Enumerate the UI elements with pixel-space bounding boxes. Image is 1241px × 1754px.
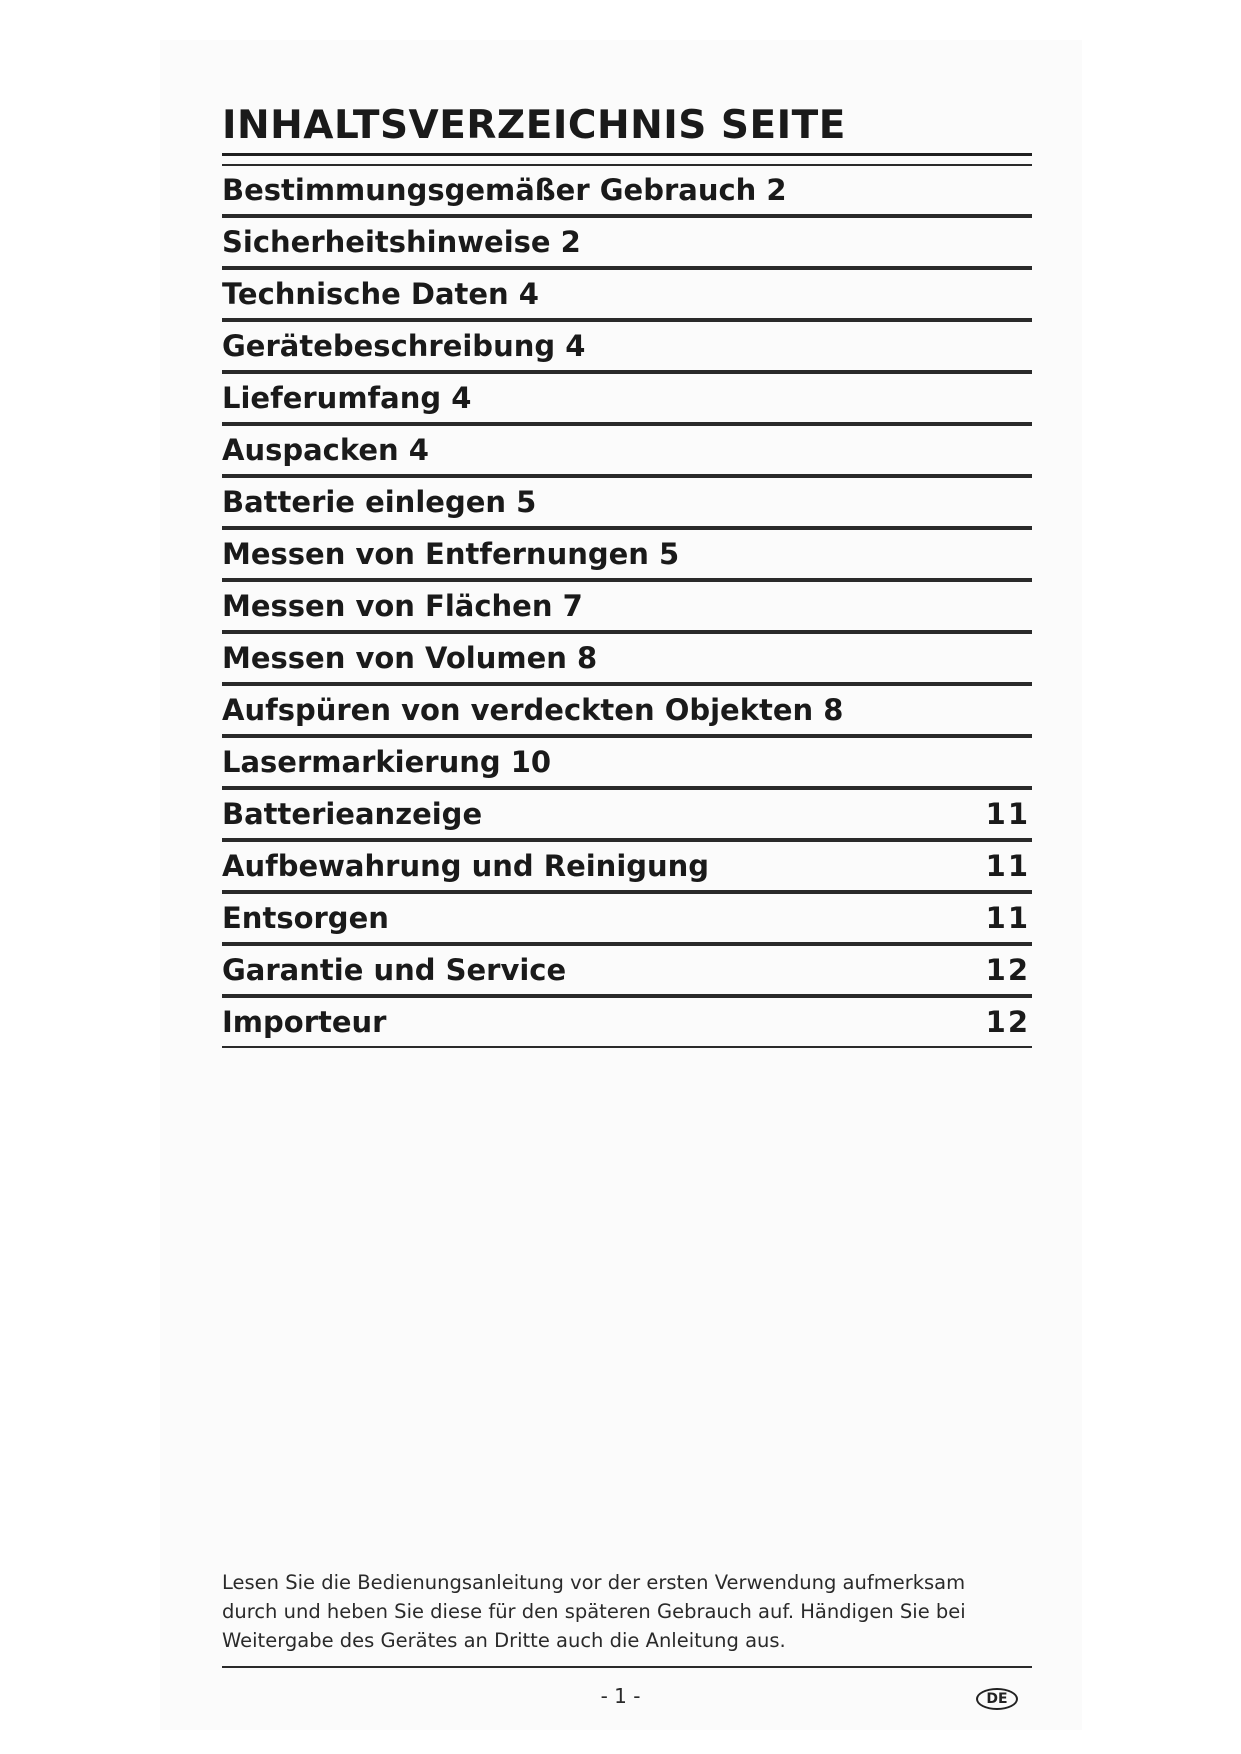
language-badge: DE xyxy=(976,1688,1018,1710)
toc-entry-lieferumfang[interactable] xyxy=(222,372,1032,424)
toc-entry-messen-von-volumen[interactable] xyxy=(222,632,1032,684)
table-of-contents xyxy=(222,164,1032,1048)
toc-entry-page: 12 xyxy=(985,953,1030,987)
toc-entry-messen-von-entfernungen[interactable] xyxy=(222,528,1032,580)
toc-entry-label: Lieferumfang 4 xyxy=(222,381,472,415)
toc-entry-label: Entsorgen xyxy=(222,901,389,935)
toc-entry-label: Sicherheitshinweise 2 xyxy=(222,225,581,259)
toc-entry-messen-von-flaechen[interactable] xyxy=(222,580,1032,632)
toc-entry-label: Lasermarkierung 10 xyxy=(222,745,552,779)
toc-entry-label: Aufbewahrung und Reinigung xyxy=(222,849,710,883)
toc-entry-label: Messen von Entfernungen 5 xyxy=(222,537,680,571)
toc-entry-batterieanzeige[interactable] xyxy=(222,788,1032,840)
footer-divider xyxy=(222,1666,1032,1668)
footer-note: Lesen Sie die Bedienungsanleitung vor der ersten Verwendung aufmerksam durch und heben Sie diese für den späteren Gebrauch auf. Händigen Sie bei Weitergabe des Gerätes an Dritte auch die Anleitung aus. xyxy=(222,1571,966,1652)
toc-entry-label: Bestimmungsgemäßer Gebrauch 2 xyxy=(222,173,787,207)
toc-entry-sicherheitshinweise[interactable] xyxy=(222,216,1032,268)
title-divider xyxy=(222,153,1032,156)
toc-entry-bestimmungsgemaesser-gebrauch[interactable] xyxy=(222,164,1032,216)
toc-entry-garantie-und-service[interactable] xyxy=(222,944,1032,996)
toc-entry-label: Technische Daten 4 xyxy=(222,277,539,311)
toc-entry-label: Importeur xyxy=(222,1005,387,1039)
toc-entry-page: 11 xyxy=(985,849,1030,883)
toc-title: INHALTSVERZEICHNIS SEITE xyxy=(222,103,846,148)
toc-entry-importeur[interactable] xyxy=(222,996,1032,1048)
toc-entry-batterie-einlegen[interactable] xyxy=(222,476,1032,528)
toc-entry-label: Batterie einlegen 5 xyxy=(222,485,537,519)
toc-entry-page: 11 xyxy=(985,901,1030,935)
toc-entry-label: Messen von Volumen 8 xyxy=(222,641,598,675)
toc-entry-aufbewahrung-und-reinigung[interactable] xyxy=(222,840,1032,892)
toc-entry-label: Garantie und Service xyxy=(222,953,567,987)
toc-entry-page: 11 xyxy=(985,797,1030,831)
toc-entry-label: Aufspüren von verdeckten Objekten 8 xyxy=(222,693,844,727)
toc-entry-label: Batterieanzeige xyxy=(222,797,483,831)
toc-entry-geraetebeschreibung[interactable] xyxy=(222,320,1032,372)
toc-entry-auspacken[interactable] xyxy=(222,424,1032,476)
toc-entry-label: Auspacken 4 xyxy=(222,433,429,467)
toc-entry-label: Messen von Flächen 7 xyxy=(222,589,583,623)
toc-entry-technische-daten[interactable] xyxy=(222,268,1032,320)
toc-entry-page: 12 xyxy=(985,1005,1030,1039)
toc-entry-label: Gerätebeschreibung 4 xyxy=(222,329,586,363)
toc-entry-entsorgen[interactable] xyxy=(222,892,1032,944)
toc-entry-lasermarkierung[interactable] xyxy=(222,736,1032,788)
toc-entry-aufspueren-von-verdeckten-objekten[interactable] xyxy=(222,684,1032,736)
page-number: - 1 - xyxy=(600,1684,641,1708)
